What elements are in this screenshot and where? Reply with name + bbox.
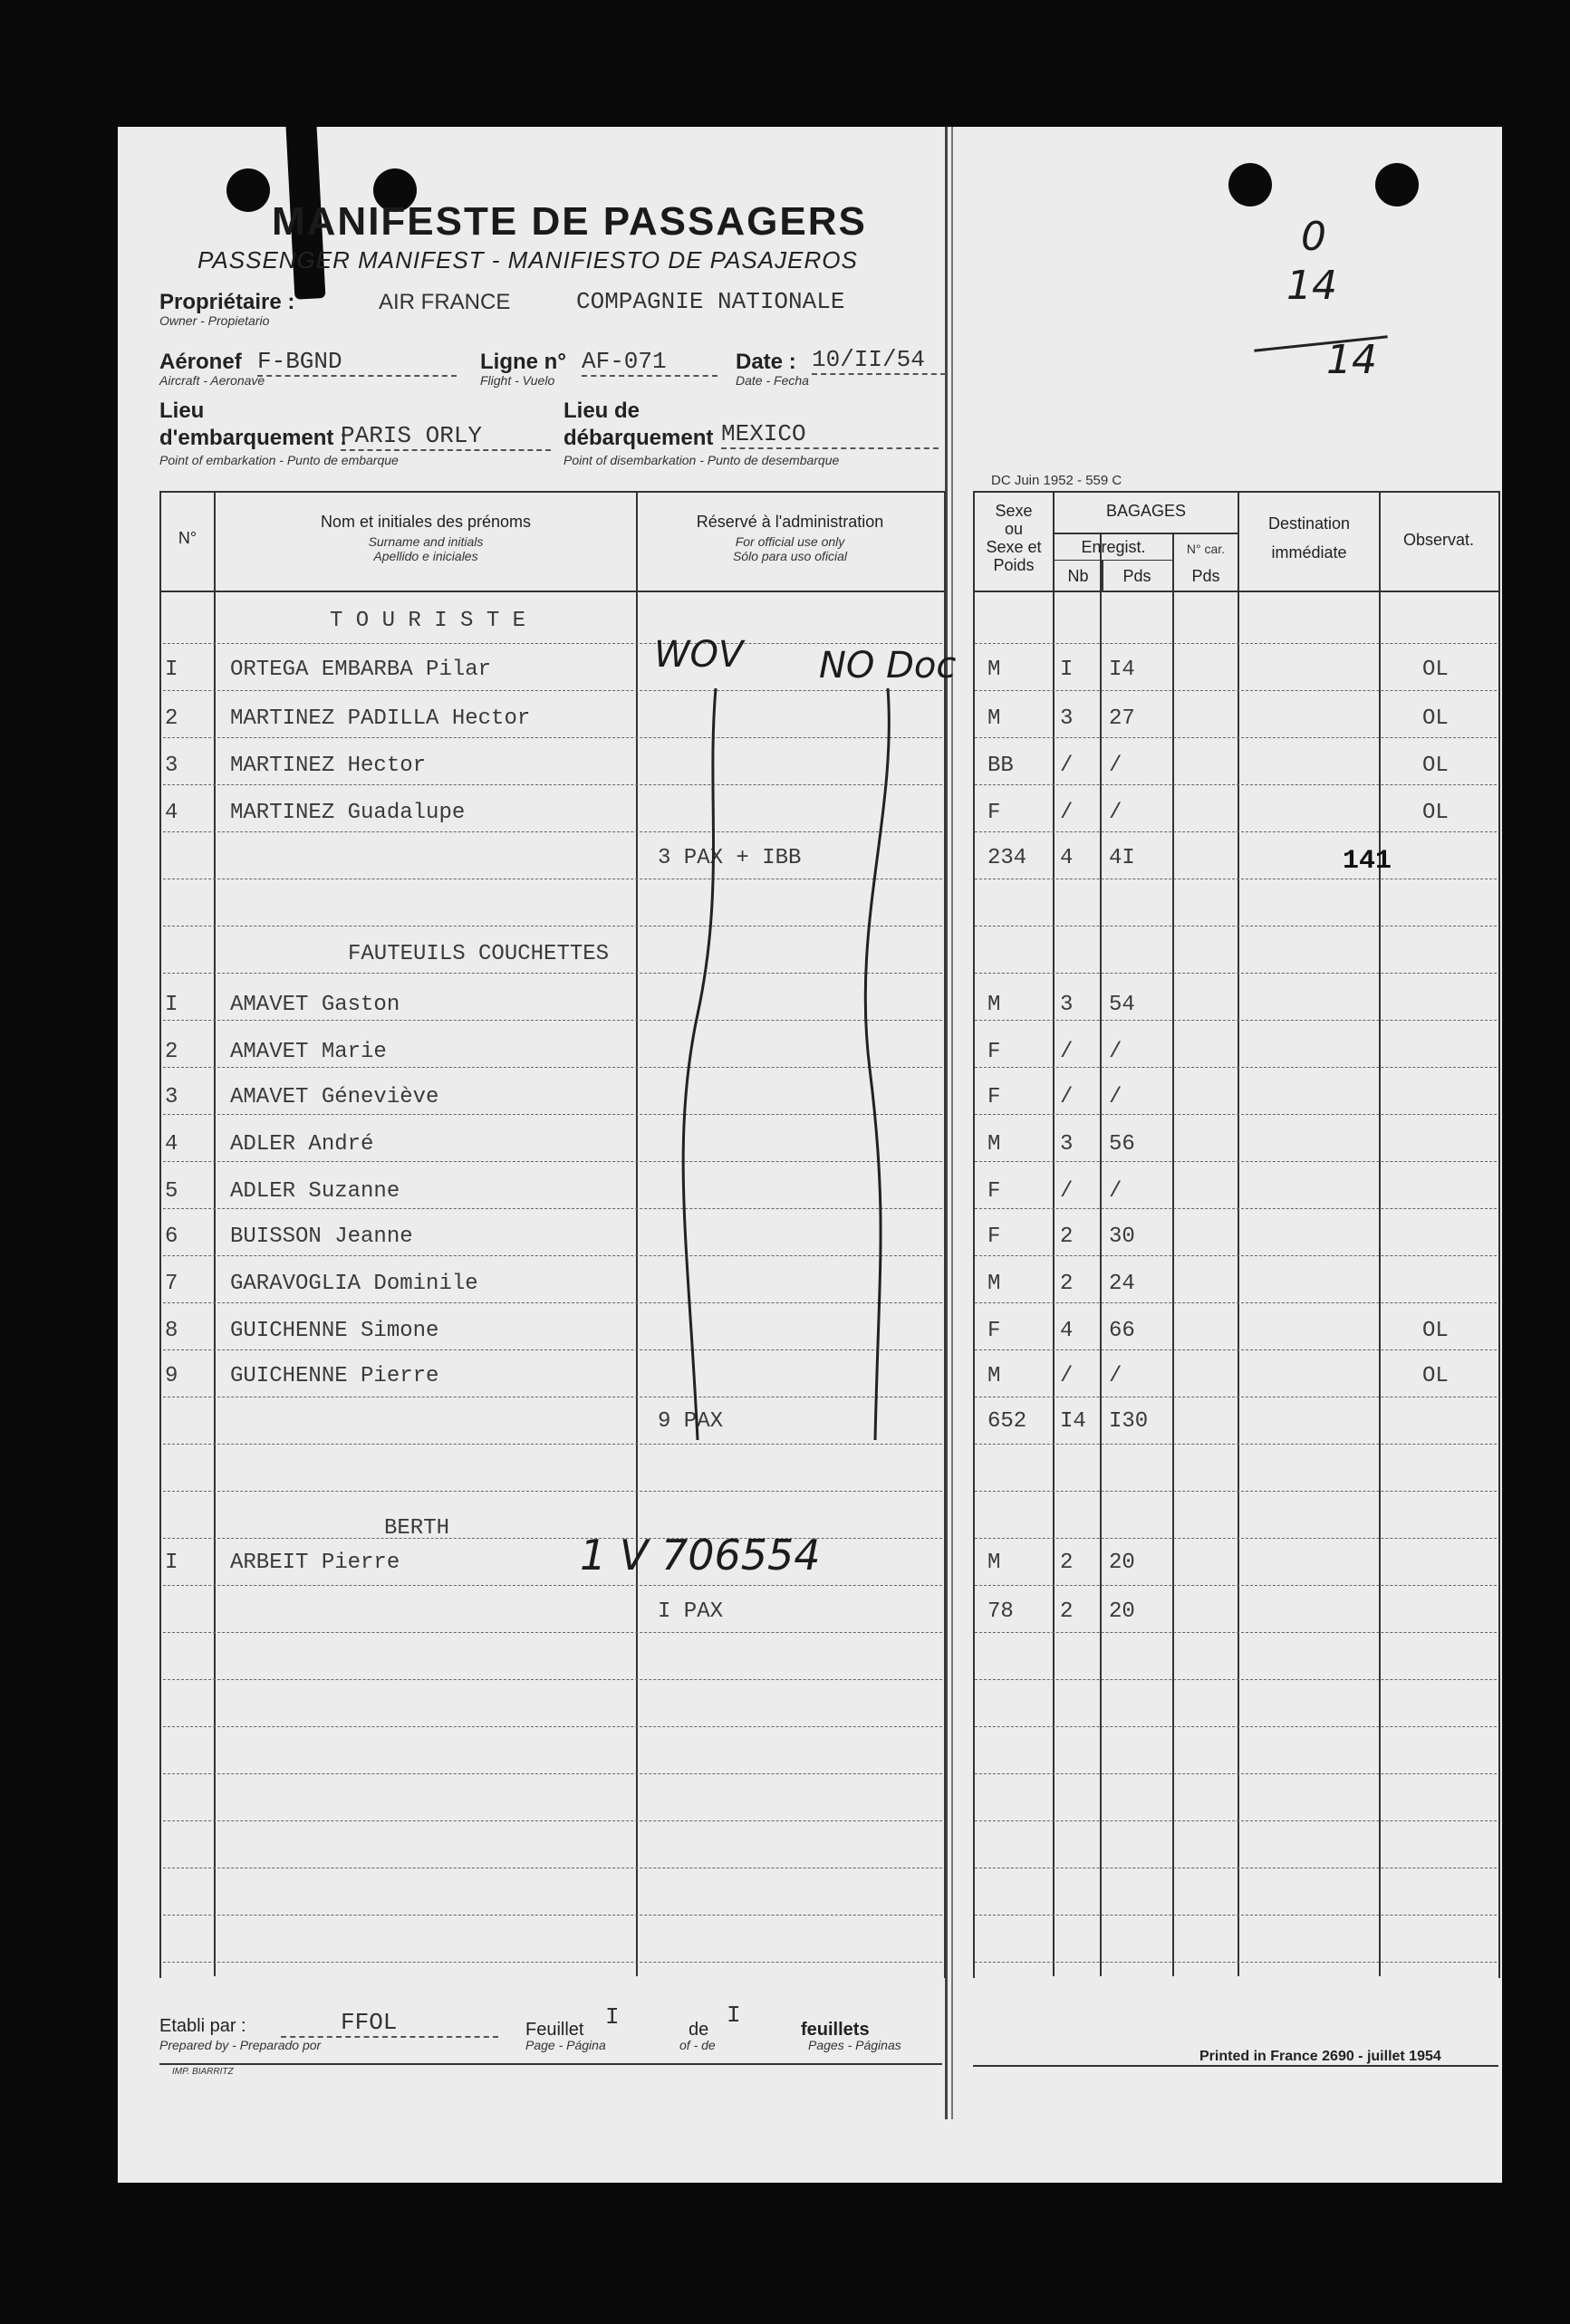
col-divider — [214, 491, 216, 1976]
bag-weight: / — [1109, 1364, 1122, 1388]
ruled-line — [975, 1114, 1497, 1115]
flight-label: Ligne n° — [480, 350, 566, 374]
bag-weight: / — [1109, 801, 1122, 825]
ruled-line — [975, 1255, 1497, 1256]
col-divider — [1238, 491, 1239, 1976]
passenger-name: MARTINEZ Guadalupe — [230, 801, 466, 825]
ruled-line — [975, 1632, 1497, 1633]
prepared-value: FFOL — [281, 2009, 498, 2038]
sex-weight: 652 — [987, 1409, 1027, 1434]
prepared-label: Etabli par : — [159, 2016, 246, 2036]
bag-weight: 24 — [1109, 1272, 1135, 1296]
row-number: 3 — [165, 754, 178, 778]
sex-weight: F — [987, 801, 1001, 825]
col-header-enreg: Enregist. — [1081, 538, 1146, 556]
passenger-name: GARAVOGLIA Dominile — [230, 1272, 478, 1296]
bag-count: 4 — [1060, 1319, 1074, 1343]
bag-count: / — [1060, 754, 1074, 778]
ruled-line — [163, 1962, 942, 1963]
owner-value-2: COMPAGNIE NATIONALE — [576, 288, 845, 315]
ruled-line — [975, 1538, 1497, 1539]
section-heading-fauteuils: FAUTEUILS COUCHETTES — [348, 942, 610, 966]
right-header-rule — [973, 591, 1498, 592]
bag-weight: 20 — [1109, 1599, 1135, 1624]
row-number: 8 — [165, 1319, 178, 1343]
sex-weight: M — [987, 1132, 1001, 1157]
row-number: 2 — [165, 1040, 178, 1064]
ruled-line — [163, 1585, 942, 1586]
ruled-line — [975, 643, 1497, 644]
passenger-name: GUICHENNE Pierre — [230, 1364, 439, 1388]
bag-count: / — [1060, 801, 1074, 825]
passenger-name: MARTINEZ Hector — [230, 754, 427, 778]
section-heading-berth: BERTH — [384, 1516, 450, 1541]
observation: OL — [1422, 706, 1449, 731]
ruled-line — [163, 1820, 942, 1821]
ruled-line — [975, 1020, 1497, 1021]
ruled-line — [975, 690, 1497, 691]
ruled-line — [975, 926, 1497, 927]
ruled-line — [163, 1538, 942, 1539]
of-label: de — [689, 2020, 709, 2040]
punch-hole — [1375, 163, 1419, 206]
col-header-sex-4: Poids — [993, 556, 1035, 574]
col-divider — [636, 491, 638, 1976]
row-number: I — [165, 1551, 178, 1575]
ruled-line — [975, 1962, 1497, 1963]
handwritten-nodoc: NO Doc — [819, 645, 957, 687]
col-header-admin-es: Sólo para uso oficial — [732, 549, 848, 563]
ruled-line — [975, 1915, 1497, 1916]
bag-count: I — [1060, 658, 1074, 682]
observation: OL — [1422, 754, 1449, 778]
of-sub: of - de — [679, 2038, 716, 2052]
ruled-line — [163, 1679, 942, 1680]
bag-weight: 4I — [1109, 846, 1135, 870]
disembark-label-2: débarquement — [563, 426, 714, 450]
handwritten-visa: 1 V 706554 — [580, 1531, 821, 1580]
ruled-line — [975, 1067, 1497, 1068]
ruled-line — [975, 1585, 1497, 1586]
ruled-line — [975, 1491, 1497, 1492]
ruled-line — [975, 1349, 1497, 1350]
bag-weight: / — [1109, 754, 1122, 778]
bag-weight: I30 — [1109, 1409, 1149, 1434]
date-sub: Date - Fecha — [736, 373, 809, 388]
sex-weight: M — [987, 1364, 1001, 1388]
bag-count: 2 — [1060, 1272, 1074, 1296]
margin-note-mid: 14 — [1286, 263, 1337, 309]
pages-sub: Pages - Páginas — [808, 2038, 901, 2052]
col-header-sex: Sexe — [995, 502, 1033, 520]
col-header-admin-en: For official use only — [735, 534, 845, 549]
handwritten-wov: WOV — [654, 634, 744, 676]
margin-note-bottom: 14 — [1326, 337, 1377, 383]
bag-count: 3 — [1060, 1132, 1074, 1157]
aircraft-label: Aéronef — [159, 350, 242, 374]
col-header-name-es: Apellido e iniciales — [373, 549, 478, 563]
observation: OL — [1422, 801, 1449, 825]
ruled-line — [975, 1302, 1497, 1303]
passenger-name: ADLER André — [230, 1132, 374, 1157]
date-label: Date : — [736, 350, 796, 374]
owner-label: Propriétaire : — [159, 290, 295, 314]
sex-weight: F — [987, 1224, 1001, 1249]
col-divider — [1053, 491, 1055, 1976]
bag-weight: 66 — [1109, 1319, 1135, 1343]
embark-value: PARIS ORLY — [341, 422, 551, 451]
bag-count: 3 — [1060, 993, 1074, 1017]
manifest-title: MANIFESTE DE PASSAGERS — [272, 199, 867, 244]
owner-value: AIR FRANCE — [379, 290, 511, 314]
passenger-name: ARBEIT Pierre — [230, 1551, 400, 1575]
ruled-line — [975, 1208, 1497, 1209]
owner-sub: Owner - Propietario — [159, 313, 270, 328]
ruled-line — [163, 1915, 942, 1916]
row-number: I — [165, 993, 178, 1017]
bagages-rule — [1053, 533, 1238, 534]
sex-weight: BB — [987, 754, 1014, 778]
col-header-pds2: Pds — [1191, 567, 1220, 585]
footer-rule-right — [973, 2065, 1498, 2067]
sheet-sub: Page - Página — [525, 2038, 606, 2052]
col-header-nb: Nb — [1067, 567, 1089, 585]
aircraft-sub: Aircraft - Aeronave — [159, 373, 265, 388]
passenger-name: GUICHENNE Simone — [230, 1319, 439, 1343]
enreg-rule — [1053, 560, 1172, 561]
ruled-line — [163, 1632, 942, 1633]
row-number: 3 — [165, 1085, 178, 1109]
date-value: 10/II/54 — [812, 346, 946, 375]
admin-note: 3 PAX + IBB — [658, 846, 802, 870]
bag-count: 3 — [1060, 706, 1074, 731]
footer-rule — [159, 2063, 942, 2065]
sheet-label: Feuillet — [525, 2020, 584, 2040]
bag-weight: / — [1109, 1179, 1122, 1204]
ruled-line — [975, 1773, 1497, 1774]
punch-hole — [1228, 163, 1272, 206]
bag-weight: 27 — [1109, 706, 1135, 731]
passenger-name: AMAVET Marie — [230, 1040, 387, 1064]
bag-count: 2 — [1060, 1599, 1074, 1624]
manifest-subtitle: PASSENGER MANIFEST - MANIFIESTO DE PASAJEROS — [197, 246, 858, 274]
row-number: 6 — [165, 1224, 178, 1249]
sex-weight: M — [987, 1272, 1001, 1296]
row-number: 2 — [165, 706, 178, 731]
ruled-line — [975, 1820, 1497, 1821]
row-number: 5 — [165, 1179, 178, 1204]
observation: OL — [1422, 1364, 1449, 1388]
punch-hole — [226, 168, 270, 212]
col-header-name-en: Surname and initials — [368, 534, 484, 549]
ruled-line — [975, 784, 1497, 785]
col-header-destination-2: immédiate — [1271, 543, 1347, 562]
ruled-line — [163, 1444, 942, 1445]
col-header-sex-3: Sexe et — [986, 538, 1042, 556]
col-header-pds: Pds — [1122, 567, 1151, 585]
bag-weight: 30 — [1109, 1224, 1135, 1249]
bag-count: I4 — [1060, 1409, 1086, 1434]
ruled-line — [163, 1773, 942, 1774]
passenger-name: AMAVET Gaston — [230, 993, 400, 1017]
aircraft-value: F-BGND — [257, 348, 457, 377]
sex-weight: 234 — [987, 846, 1027, 870]
bag-count: / — [1060, 1179, 1074, 1204]
bag-weight: 54 — [1109, 993, 1135, 1017]
col-header-name: Nom et initiales des prénoms — [320, 513, 532, 531]
ruled-line — [975, 1161, 1497, 1162]
left-header-rule — [159, 591, 944, 592]
pages-label: feuillets — [801, 2020, 870, 2040]
flight-sub: Flight - Vuelo — [480, 373, 555, 388]
ruled-line — [163, 1726, 942, 1727]
sex-weight: F — [987, 1040, 1001, 1064]
sex-weight: 78 — [987, 1599, 1014, 1624]
bag-weight: 56 — [1109, 1132, 1135, 1157]
row-number: 7 — [165, 1272, 178, 1296]
col-header-destination: Destination — [1267, 514, 1351, 533]
sex-weight: M — [987, 1551, 1001, 1575]
bag-weight: / — [1109, 1085, 1122, 1109]
handwritten-bracket-lines — [670, 688, 906, 1440]
section-heading-touriste: T O U R I S T E — [330, 609, 526, 633]
col-divider — [1379, 491, 1381, 1976]
flight-value: AF-071 — [582, 348, 718, 377]
sex-weight: M — [987, 706, 1001, 731]
bag-weight: / — [1109, 1040, 1122, 1064]
prepared-sub: Prepared by - Preparado por — [159, 2038, 322, 2052]
disembark-label: Lieu de — [563, 399, 641, 423]
bag-weight: 20 — [1109, 1551, 1135, 1575]
disembark-sub: Point of disembarkation - Punto de desembarque — [563, 453, 840, 467]
row-number: 4 — [165, 801, 178, 825]
ruled-line — [975, 831, 1497, 832]
col-header-ncar: N° car. — [1186, 542, 1226, 556]
col-header-observations: Observat. — [1402, 531, 1475, 549]
ruled-line — [975, 1679, 1497, 1680]
margin-note-top: 0 — [1301, 214, 1326, 260]
sex-weight: M — [987, 658, 1001, 682]
bag-weight: I4 — [1109, 658, 1135, 682]
ruled-line — [975, 1444, 1497, 1445]
bag-count: / — [1060, 1040, 1074, 1064]
observation: OL — [1422, 658, 1449, 682]
col-header-admin: Réservé à l'administration — [696, 513, 884, 531]
sex-weight: M — [987, 993, 1001, 1017]
bag-count: 2 — [1060, 1224, 1074, 1249]
sheet-value: I — [605, 2003, 620, 2031]
row-number: I — [165, 658, 178, 682]
ruled-line — [163, 643, 942, 644]
imprint-left: IMP. BIARRITZ — [172, 2067, 234, 2077]
embark-label-2: d'embarquement : — [159, 426, 348, 450]
bag-count: 4 — [1060, 846, 1074, 870]
disembark-value: MEXICO — [721, 420, 939, 449]
admin-note: 9 PAX — [658, 1409, 724, 1434]
admin-note: I PAX — [658, 1599, 724, 1624]
of-value: I — [727, 2002, 741, 2029]
imprint-right: Printed in France 2690 - juillet 1954 — [1199, 2049, 1441, 2064]
sex-weight: F — [987, 1085, 1001, 1109]
embark-sub: Point of embarkation - Punto de embarque — [159, 453, 399, 467]
bag-count: / — [1060, 1085, 1074, 1109]
sex-weight: F — [987, 1319, 1001, 1343]
sex-weight: F — [987, 1179, 1001, 1204]
fold-line — [951, 127, 953, 2119]
passenger-name: MARTINEZ PADILLA Hector — [230, 706, 531, 731]
ruled-line — [163, 1491, 942, 1492]
observation: OL — [1422, 1319, 1449, 1343]
row-number: 4 — [165, 1132, 178, 1157]
col-header-bagages: BAGAGES — [1105, 502, 1187, 520]
row-number: 9 — [165, 1364, 178, 1388]
embark-label: Lieu — [159, 399, 205, 423]
passenger-name: AMAVET Géneviève — [230, 1085, 439, 1109]
passenger-name: ORTEGA EMBARBA Pilar — [230, 658, 492, 682]
passenger-name: BUISSON Jeanne — [230, 1224, 413, 1249]
form-reference: DC Juin 1952 - 559 C — [991, 473, 1122, 488]
ruled-line — [975, 737, 1497, 738]
bag-count: 2 — [1060, 1551, 1074, 1575]
ruled-line — [975, 1726, 1497, 1727]
ruled-line — [975, 973, 1497, 974]
col-header-no: N° — [178, 529, 197, 547]
observation: 141 — [1343, 846, 1392, 877]
bag-count: / — [1060, 1364, 1074, 1388]
passenger-name: ADLER Suzanne — [230, 1179, 400, 1204]
col-header-sex-2: ou — [1004, 520, 1024, 538]
